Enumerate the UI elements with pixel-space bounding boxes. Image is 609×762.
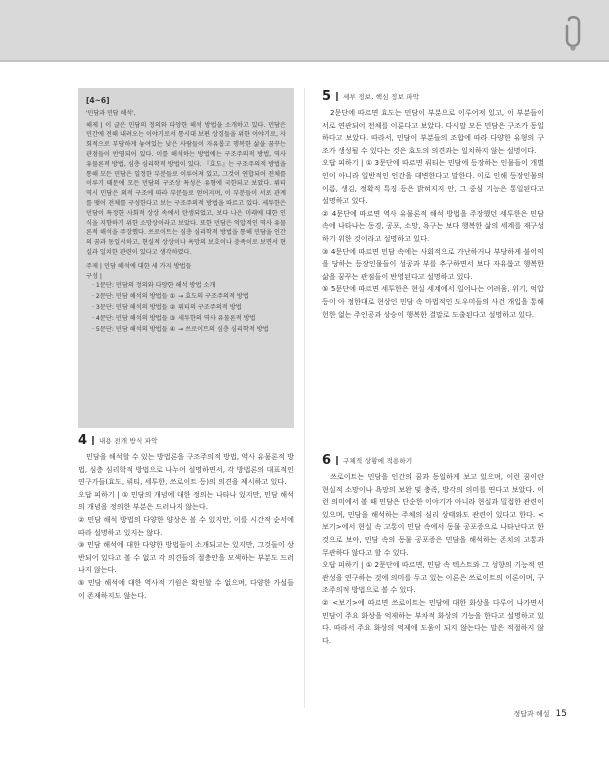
- passage-composition-list: [86, 281, 286, 336]
- section-4-header: [78, 432, 294, 448]
- section-6-text: [322, 471, 544, 647]
- section-5: [322, 88, 544, 321]
- section-6-number: 6: [322, 452, 332, 468]
- passage-box: [78, 88, 294, 428]
- section-5-label: 세부 정보, 핵심 정보 파악: [343, 92, 420, 101]
- section-5-paragraph: 오답 피하기 | ① 3문단에 따르면 뤼티는 민담에 등장하는 인물들이 개별인이 아니라 일반적인 인간을 대변한다고 말한다. 이로 인해 등장인물의 이름, 생김, 정확적 특징 등은 밝혀지지 안, 그 중심 기능은 통일된다고 설명하고 있다.: [322, 158, 544, 206]
- section-5-text: [322, 107, 544, 321]
- section-4: [78, 432, 294, 602]
- section-6: [322, 452, 544, 647]
- paper-clip-icon: [559, 14, 587, 54]
- composition-item: · 3문단: 민담 해석의 방법들 ② 뤼티의 구조주의적 방법: [92, 304, 242, 312]
- section-5-paragraph: 2문단에 따르면 효도는 민담이 부분으로 이루어져 있고, 이 부분들이 서로 연관되어 전체를 이룬다고 보았다. 다시말 모든 민담은 구조가 동일하다고 보았다. 따라서, 민담이 부분들의 조합에 따라 다양한 유형의 구조가 생성될 수 있다는 것은 효도의 의견과는 일치하지 않는 설명이다.: [322, 108, 544, 155]
- section-divider-bar: [92, 436, 94, 445]
- section-6-paragraph: 쓰로이트는 민담을 인간의 꿈과 동일하게 보고 있으며, 이런 꿈이란 현실적 소망이나 욕망의 보완 및 충족, 방각의 의미를 띤다고 보았다. 이런 의미에서 볼 때 민담은 단순한 이야기가 아니라 현실과 밀접한 관련이 있으며, 민담을 해석하는 주체의 심리 상태와도 관련이 있다고 한다. <보기>에서 현실 속 고통이 민담 속에서 동물 공포증으로 나타난다고 한 것으로 보아, 민담 속의 동물 공포증은 민담을 해석하는 존치의 고통과 무관하다 않다고 할 수 있다.: [322, 472, 544, 557]
- page-footer: [514, 709, 568, 719]
- section-4-number: 4: [78, 432, 88, 448]
- section-6-paragraph: 오답 피하기 | ① 2문단에 따르면, 민담 속 텍스트와 그 성향의 기능적 연관성을 연구하는 것에 의미를 두고 있는 이론은 쓰로이트의 이론이며, 구조주의적 방법으로 볼 수 있다.: [322, 560, 544, 595]
- passage-composition-title: 구성 |: [86, 272, 103, 280]
- composition-item: · 2문단: 민담 해석의 방법들 ① → 효도의 구조주의적 방법: [92, 293, 249, 301]
- section-4-paragraph: ② 민담 해석 방법의 다양한 양상은 볼 수 있지만, 이를 시간적 순서에 따라 설명하고 있지는 않다.: [78, 514, 294, 537]
- composition-item: · 5문단: 민담 해석의 방법들 ④ → 쓰로이트의 심층 심리학적 방법: [92, 326, 269, 334]
- section-divider-bar: [336, 92, 338, 101]
- section-divider-bar: [336, 456, 338, 465]
- section-5-paragraph: ⑤ 5문단에 따르면 세투한은 현실 세계에서 일어나는 어려움, 위기, 억압 등이 아 정한대로 현상인 민담 속 마법적인 도우미들의 사건 개입을 통해 헌한 없는 주인공과 상승이 행복한 결말로 도출된다고 설명하고 있다.: [322, 284, 544, 319]
- passage-source: '민담과 민담 해석',: [86, 109, 136, 117]
- section-5-paragraph: ② 4문단에 따르면 역사 유물론적 해석 방법을 주장했던 세투한은 민담 속에 나타나는 동경, 공포, 소망, 욕구는 보다 행복한 삶의 세계를 재구성하기 위한 것이라고 설명하고 있다.: [322, 208, 544, 243]
- column-divider: [304, 88, 305, 708]
- header-band: [0, 0, 609, 62]
- section-5-number: 5: [322, 88, 332, 104]
- section-4-paragraph: ③ 민담 해석에 대한 다양한 방법들이 소개되고는 있지만, 그것들이 상반되어 있다고 볼 수 없고 각 의견들의 절충안을 모색하는 부분도 드러나지 않는다.: [78, 540, 294, 575]
- section-5-header: [322, 88, 544, 104]
- section-4-text: [78, 451, 294, 602]
- section-5-paragraph: ③ 4문단에 따르면 민담 속에는 사회적으로 가난하거나 부당하게 불이익을 당하는 등장인물들이 성공과 부를 추구하면서 보다 자유롭고 행복한 삶을 꿈꾸는 관점들이 반영된다고 설명하고 있다.: [322, 246, 544, 281]
- header-band-line: [0, 60, 609, 62]
- section-4-label: 내용 전개 방식 파악: [99, 436, 158, 445]
- passage-topic: 주제 | 민담 해석에 대한 세 가지 방법들: [86, 262, 192, 270]
- composition-item: · 4문단: 민담 해석의 방법들 ③ 세투한의 역사 유물론적 방법: [92, 315, 256, 323]
- composition-item: · 1문단: 민담의 정의와 다양한 해석 방법 소개: [92, 282, 216, 290]
- section-6-paragraph: ② <보기>에 따르면 쓰로이트는 민담에 대한 화상을 다루어 나가면서 민담이 주요 화상을 억제하는 부차적 화상의 기능을 한다고 설명하고 있다. 따라서 주요 화상의 억제에 도움이 되지 않는다는 말은 적절하지 않다.: [322, 597, 544, 645]
- passage-body: 해제 | 이 글은 민담의 정의와 다양한 해석 방법을 소개하고 있다. 민담은 민간에 전해 내려오는 이야기로서 통시대 보편 상징들을 위한 이야기로, 사회적으로 부당하게 놓여있는 낮은 사람들이 자유롭고 행복한 삶을 꿈꾸는 관점들이 반영되어 있다. 이를 해석하는 방법에는 구조주의적 방법, 역사 유물론적 방법, 심층 심리학적 방법이 있다. 『효도』는 구조주의적 방법을 통해 모든 민담은 일정한 부분들로 이루어져 있고, 그것이 연합되어 전체를 이루기 때문에 모든 민담의 구조상 특성은 유형에 국한되고 보았다. 뤼티 역시 민담은 외적 구조에 따라 부분들로 얻어지며, 이 부분들이 서로 관계를 맺어 전체를 구성한다고 보는 구조주의적 방법을 따르고 있다. 세투한은 민담이 특정한 사회적 상상 속에서 탄생되었고, 보다 나은 미래에 대한 인식을 지향하기 위한 소망상이라고 보았다. 또한 민담은 억압적인 역사 유물론적 해석을 주장했다. 쓰로이트는 심층 심리학적 방법을 통해 민담을 인간의 꿈과 동일시하고, 현실적 상상이나 욕망의 보호이나 충족이로 보면서 현실과 일치한 관련이 있다고 생각하였다.: [86, 121, 286, 256]
- section-6-header: [322, 452, 544, 468]
- section-4-paragraph: ⑤ 민담 해석에 대한 역사적 기원은 확인할 수 없으며, 다양한 가설들이 존재하지도 않는다.: [78, 577, 294, 600]
- section-6-label: 구체적 상황에 적용하기: [343, 456, 413, 465]
- section-4-paragraph: 민담을 해석할 수 있는 방법론을 구조주의적 방법, 역사 유물론적 방법, 심층 심리학적 방법으로 나누어 설명하면서, 각 방법론의 대표적인 연구가들(효도, 뤼티, 세투한, 쓰로이트 등)의 의견을 제시하고 있다.: [78, 452, 294, 487]
- passage-label: [4~6]: [86, 96, 110, 105]
- footer-title: 정답과 해설: [513, 710, 550, 718]
- page-number: 15: [555, 709, 567, 719]
- section-4-paragraph: 오답 피하기 | ① 민담의 개념에 대한 정의는 나타나 있지만, 민담 해석의 개념을 정의한 부분은 드러나지 않는다.: [78, 489, 294, 512]
